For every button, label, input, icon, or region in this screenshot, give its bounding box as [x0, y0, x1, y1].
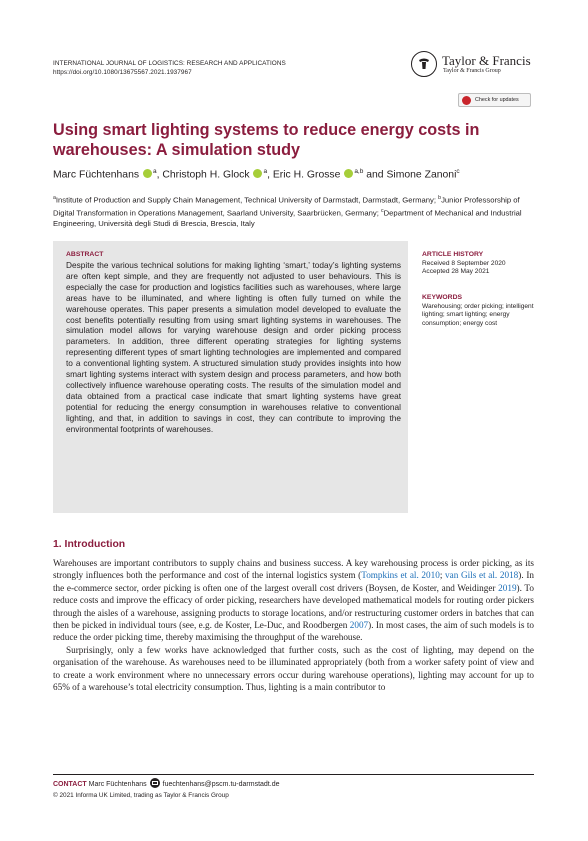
- affiliations: [53, 193, 533, 230]
- footer-divider: [53, 774, 534, 775]
- publisher-logo: [411, 51, 534, 81]
- article-title: Using smart lighting systems to reduce energy costs in warehouses: A simulation study: [53, 121, 480, 159]
- citation-link[interactable]: Tompkins et al. 2010: [361, 570, 440, 581]
- affiliation-a: Institute of Production and Supply Chain Management, Technical University of Darmstadt, Darmstadt, Germany;: [55, 195, 437, 205]
- abstract-heading: ABSTRACT: [66, 251, 104, 258]
- keywords-heading: KEYWORDS: [422, 294, 463, 301]
- affiliation-mark: a: [53, 195, 56, 201]
- email-icon: [150, 778, 160, 788]
- author-affiliation-mark: a,b: [354, 168, 364, 175]
- paragraph: Warehouses are important contributors to supply chains and business success. A key warehousing process is order picking, as its strongly influences both the performance and cost of the internal logistics system (Tompkins et al. 2010; van Gils et al. 2018). In the e-commerce sector, order picking is often one of the largest overall cost drivers (Boysen, de Koster, and Weidinger 2019). To reduce costs and improve the efficacy of order picking, researchers have developed mathematical models for routing order pickers through the aisles of a warehouse, assigning products to storage locations, and/or restructuring customer orders in batches that can then be picked in individual tours (see, e.g. de Koster, Le-Duc, and Roodbergen 2007). In most cases, the aim of such models is to reduce the order picking time, thereby maximising the throughput of the warehouse.: [53, 558, 535, 643]
- orcid-icon[interactable]: [253, 169, 262, 178]
- author-separator: and: [363, 169, 387, 181]
- author-name[interactable]: Simone Zanoni: [386, 169, 457, 181]
- citation-link[interactable]: 2007: [349, 620, 369, 631]
- author-affiliation-mark: a: [263, 168, 268, 175]
- copyright: © 2021 Informa UK Limited, trading as Taylor & Francis Group: [53, 792, 229, 799]
- contact-email[interactable]: fuechtenhans@pscm.tu-darmstadt.de: [162, 781, 280, 788]
- publisher-logo-icon: [411, 51, 437, 77]
- affiliation-c: Department of Mechanical and Industrial Engineering, Università degli Studi di Brescia, Brescia, Italy: [53, 208, 522, 229]
- keywords: [422, 294, 534, 328]
- paragraph: Surprisingly, only a few works have acknowledged that further costs, such as the cost of lighting, may depend on the organisation of the warehouse. As warehouses need to be illuminated appropriately (both from a worker safety point of view and to create a work environment where no unnecessary errors occur during warehouse operations), lighting may account for up to 65% of a warehouse’s total electricity consumption. Thus, lighting is a main contributor to: [53, 644, 534, 693]
- abstract-text: Despite the various technical solutions for making lighting ‘smart,’ today’s lighting systems are often kept simple, and they are frequently not adjusted to user behaviours. This is especially the case for production and logistics facilities such as warehouses, where large areas have to be illuminated, and where lighting is often fully turned on while the warehouse operates. This paper presents a simulation model developed to evaluate the cost benefits potentially resulting from using smart lighting systems in warehouses. The simulation model allows for varying warehouse design and order picking process parameters. In addition, three different operating strategies for lighting systems representing different types of smart lighting technologies are implemented and compared to a conventional lighting system. A structured simulation study provides insights into how smart lighting systems interact with system design and process parameters, and how both collectively influence warehouse operating costs. The results of the simulation model and data obtained from a practical case indicate that smart lighting systems have great potential for reducing the energy consumption in warehouses relative to conventional lighting, and that, in addition to savings in cost, they can contribute to improving the environmental footprints of warehouses.: [66, 260, 401, 434]
- author-affiliation-mark: c: [456, 168, 460, 175]
- received-date: Received 8 September 2020: [422, 259, 506, 267]
- journal-doi[interactable]: https://doi.org/10.1080/13675567.2021.1937967: [53, 69, 192, 76]
- affiliation-mark: b: [438, 195, 442, 201]
- update-badge-icon: [462, 96, 471, 105]
- author-name[interactable]: Marc Füchtenhans: [53, 169, 140, 181]
- body-text: [53, 557, 534, 693]
- keywords-text: Warehousing; order picking; intelligent lighting; smart lighting; energy consumption; energy cost: [422, 302, 534, 327]
- citation-link[interactable]: van Gils et al. 2018: [445, 570, 519, 581]
- affiliation-b: Junior Professorship of Digital Transformation in Operations Management, Saarland University, Saarbrücken, Germany;: [53, 195, 520, 218]
- article-history: [422, 251, 534, 277]
- section-heading: 1. Introduction: [53, 539, 126, 550]
- author-affiliation-mark: a: [152, 168, 157, 175]
- orcid-icon[interactable]: [344, 169, 353, 178]
- contact-line: [53, 778, 279, 790]
- author-separator: ,: [156, 169, 163, 181]
- journal-name: INTERNATIONAL JOURNAL OF LOGISTICS: RESEARCH AND APPLICATIONS: [53, 60, 286, 67]
- author-name[interactable]: Eric H. Grosse: [272, 169, 341, 181]
- publisher-group: Taylor & Francis Group: [443, 68, 501, 74]
- citation-link[interactable]: 2019: [498, 582, 517, 593]
- contact-label: CONTACT: [53, 781, 87, 788]
- orcid-icon[interactable]: [143, 169, 152, 178]
- affiliation-mark: c: [381, 208, 384, 215]
- author-list: [53, 165, 533, 181]
- author-name[interactable]: Christoph H. Glock: [162, 169, 250, 181]
- accepted-date: Accepted 28 May 2021: [422, 268, 490, 276]
- author-separator: ,: [267, 169, 273, 181]
- journal-header: [53, 59, 286, 77]
- publisher-name: Taylor & Francis: [442, 53, 531, 68]
- check-for-updates-button[interactable]: [458, 93, 531, 107]
- article-history-heading: ARTICLE HISTORY: [422, 251, 484, 258]
- check-for-updates-label: Check for updates: [475, 97, 519, 103]
- contact-name: Marc Füchtenhans: [88, 781, 147, 788]
